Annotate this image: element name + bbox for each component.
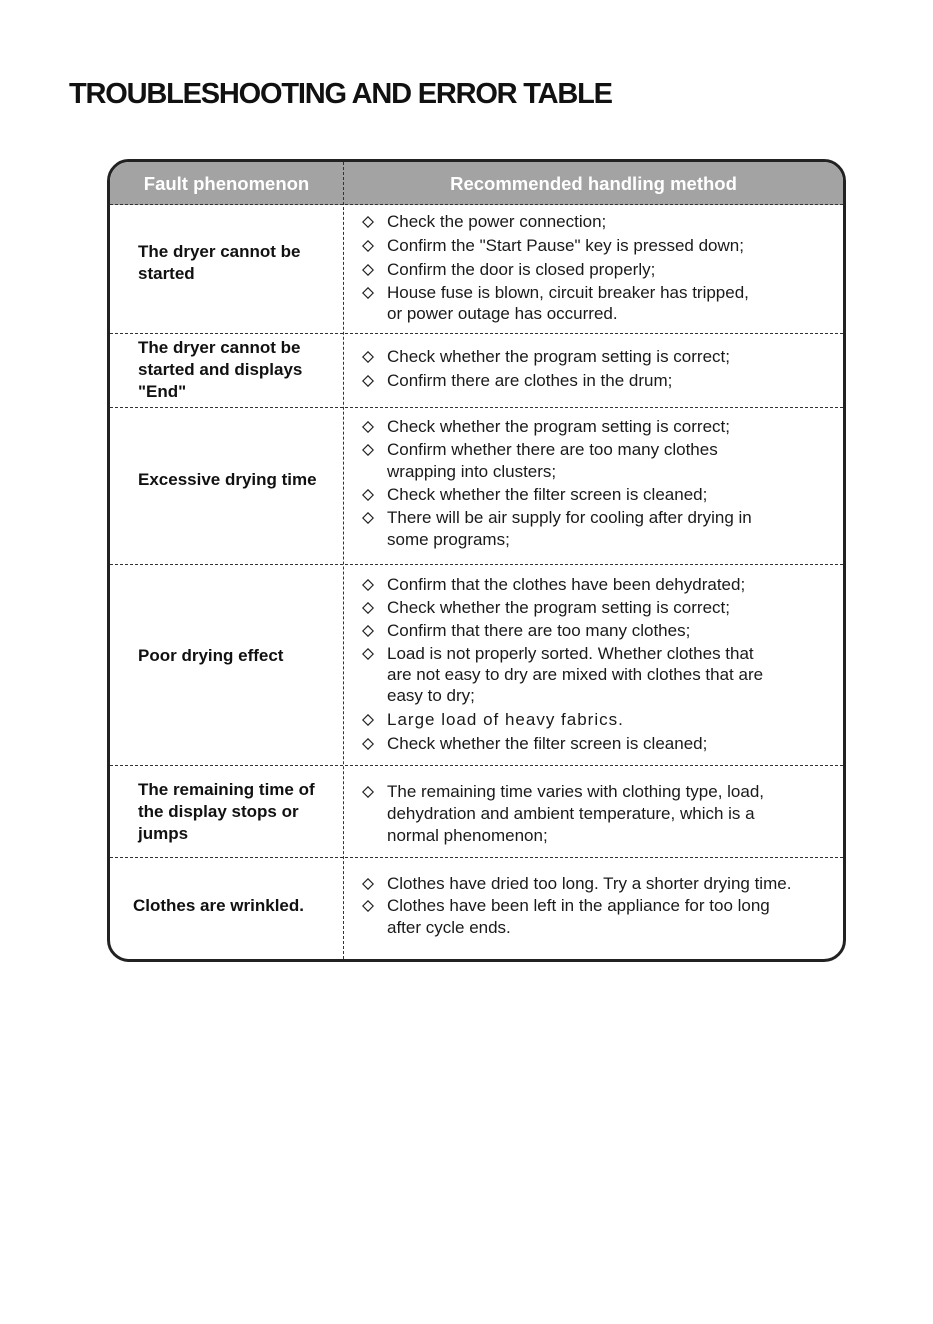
methods-remaining-time [360, 781, 846, 847]
diamond-bullet-icon [362, 287, 374, 299]
fault-cannot-start-end: The dryer cannot be started and displays "End" [138, 338, 303, 401]
diamond-bullet-icon [362, 351, 374, 363]
column-divider [343, 162, 344, 959]
diamond-bullet-icon [362, 240, 374, 252]
fault-excessive-drying-time: Excessive drying time [138, 470, 317, 489]
method-item: Confirm the door is closed properly; [360, 259, 846, 281]
diamond-bullet-icon [362, 648, 374, 660]
diamond-bullet-icon [362, 421, 374, 433]
row-divider [110, 333, 843, 334]
method-item: Check whether the program setting is correct; [360, 346, 846, 368]
method-item: Confirm whether there are too many clothes wrapping into clusters; [360, 439, 846, 483]
diamond-bullet-icon [362, 714, 374, 726]
diamond-bullet-icon [362, 625, 374, 637]
methods-cannot-start [360, 211, 846, 324]
diamond-bullet-icon [362, 512, 374, 524]
methods-clothes-wrinkled [360, 873, 846, 939]
method-item: Load is not properly sorted. Whether clothes that are not easy to dry are mixed with clothes that are easy to dry; [360, 643, 846, 706]
method-item: Check the power connection; [360, 211, 846, 233]
fault-clothes-wrinkled: Clothes are wrinkled. [133, 896, 304, 915]
method-item: Check whether the program setting is correct; [360, 416, 846, 438]
methods-poor-drying-effect [360, 574, 846, 755]
diamond-bullet-icon [362, 264, 374, 276]
row-divider [110, 407, 843, 408]
diamond-bullet-icon [362, 786, 374, 798]
method-item: Check whether the filter screen is cleaned; [360, 484, 846, 506]
diamond-bullet-icon [362, 444, 374, 456]
method-item: Clothes have dried too long. Try a shorter drying time. [360, 873, 846, 895]
row-divider [110, 765, 843, 766]
method-item: House fuse is blown, circuit breaker has tripped, or power outage has occurred. [360, 282, 846, 324]
row-divider [110, 857, 843, 858]
diamond-bullet-icon [362, 738, 374, 750]
row-divider [110, 564, 843, 565]
methods-excessive-drying-time [360, 416, 846, 551]
diamond-bullet-icon [362, 579, 374, 591]
method-item: There will be air supply for cooling after drying in some programs; [360, 507, 846, 551]
row-divider [110, 204, 843, 205]
fault-cannot-start: The dryer cannot be started [138, 242, 301, 283]
diamond-bullet-icon [362, 900, 374, 912]
method-item: Large load of heavy fabrics. [360, 709, 846, 731]
diamond-bullet-icon [362, 375, 374, 387]
diamond-bullet-icon [362, 489, 374, 501]
method-item: Check whether the filter screen is cleaned; [360, 733, 846, 755]
method-item: Clothes have been left in the appliance for too long after cycle ends. [360, 895, 846, 939]
method-item: Check whether the program setting is correct; [360, 597, 846, 619]
diamond-bullet-icon [362, 878, 374, 890]
troubleshooting-table [107, 159, 846, 962]
fault-remaining-time: The remaining time of the display stops or jumps [138, 780, 315, 843]
methods-cannot-start-end [360, 346, 846, 392]
method-item: Confirm that the clothes have been dehydrated; [360, 574, 846, 596]
method-item: Confirm that there are too many clothes; [360, 620, 846, 642]
method-item: The remaining time varies with clothing type, load, dehydration and ambient temperature, which is a normal phenomenon; [360, 781, 846, 847]
diamond-bullet-icon [362, 216, 374, 228]
method-item: Confirm the "Start Pause" key is pressed down; [360, 235, 846, 257]
method-item: Confirm there are clothes in the drum; [360, 370, 846, 392]
page-title: TROUBLESHOOTING AND ERROR TABLE [69, 78, 612, 110]
header-fault-phenomenon: Fault phenomenon [143, 173, 310, 194]
fault-poor-drying-effect: Poor drying effect [138, 646, 284, 665]
header-recommended-method: Recommended handling method [450, 173, 737, 194]
diamond-bullet-icon [362, 602, 374, 614]
table-header [110, 162, 843, 205]
